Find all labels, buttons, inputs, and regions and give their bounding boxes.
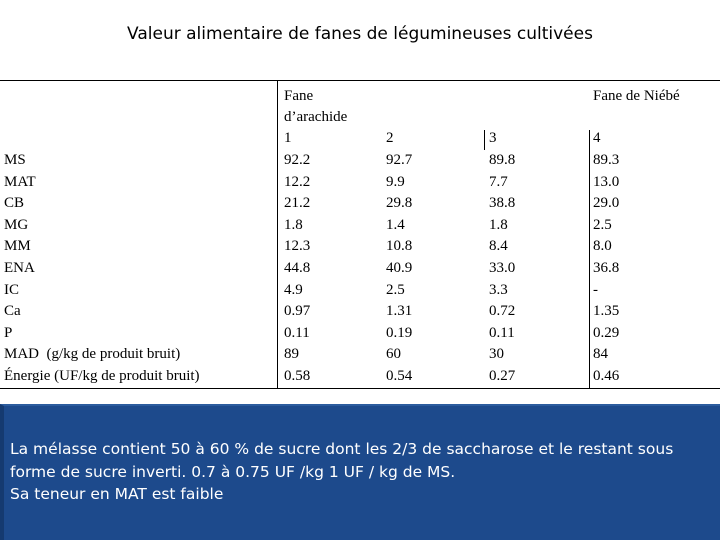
table-cell: 44.8 <box>284 259 311 276</box>
note-box <box>0 404 720 540</box>
table-cell: 30 <box>489 346 504 363</box>
table-cell: 0.11 <box>284 324 310 341</box>
table-cell: 8.4 <box>489 238 508 255</box>
table-cell: 40.9 <box>386 259 413 276</box>
table-cell: 1.35 <box>593 303 620 320</box>
table-cell: 89.3 <box>593 152 620 168</box>
row-label-energie: Énergie (UF/kg de produit bruit) <box>4 367 200 384</box>
table-cell: 0.27 <box>489 367 516 384</box>
column-number-1: 1 <box>284 130 292 146</box>
table-cell: 60 <box>386 346 401 363</box>
column-1-values <box>284 150 310 388</box>
column-2-values <box>386 150 412 388</box>
table-cell: 4.9 <box>284 281 303 298</box>
table-top-rule <box>0 80 720 81</box>
row-label-mat: MAT <box>4 173 36 190</box>
column-number-2: 2 <box>386 130 394 146</box>
table-cell: 0.11 <box>489 324 515 341</box>
table-cell: 0.46 <box>593 367 620 384</box>
note-line-2: forme de sucre inverti. 0.7 à 0.75 UF /kg 1 UF / kg de MS. <box>10 462 456 481</box>
note-text <box>10 438 720 506</box>
table-cell: 12.3 <box>284 238 311 255</box>
row-label-p: P <box>4 324 13 341</box>
column-3-values <box>489 150 515 388</box>
table-cell: 9.9 <box>386 173 405 190</box>
table-cell: 38.8 <box>489 195 516 212</box>
column-number-3: 3 <box>489 130 497 146</box>
row-label-ena: ENA <box>4 259 35 276</box>
page-title: Valeur alimentaire de fanes de légumineuses cultivées <box>127 24 593 44</box>
table-cell: 1.8 <box>284 216 303 233</box>
row-label-ca: Ca <box>4 303 21 320</box>
table-cell: 1.31 <box>386 303 413 320</box>
table-cell: 3.3 <box>489 281 508 298</box>
header-fane-niebe: Fane de Niébé <box>593 88 680 104</box>
table-cell: 92.7 <box>386 152 413 168</box>
table-cell: 21.2 <box>284 195 311 212</box>
row-label-cb: CB <box>4 195 25 212</box>
table-cell: 12.2 <box>284 173 311 190</box>
table-cell: 33.0 <box>489 259 516 276</box>
table-cell: 0.54 <box>386 367 413 384</box>
note-line-1: La mélasse contient 50 à 60 % de sucre dont les 2/3 de saccharose et le restant sous <box>10 440 674 458</box>
table-cell: 0.19 <box>386 324 413 341</box>
table-cell: 1.4 <box>386 216 405 233</box>
table-cell: 10.8 <box>386 238 413 255</box>
row-label-mg: MG <box>4 216 29 233</box>
row-label-mad: MAD (g/kg de produit bruit) <box>4 346 181 363</box>
column-4-values <box>593 150 619 388</box>
table-cell: 84 <box>593 346 608 363</box>
column-divider-3 <box>484 130 485 150</box>
row-label-mm: MM <box>4 238 31 255</box>
table-bottom-rule <box>0 388 720 389</box>
table-cell: 1.8 <box>489 216 508 233</box>
header-fane-arachide-line1: Fane <box>284 88 314 104</box>
table-cell: 29.0 <box>593 195 620 212</box>
table-cell: - <box>593 281 598 298</box>
table-cell: 0.58 <box>284 367 311 384</box>
column-divider-labels <box>277 80 278 388</box>
row-labels <box>4 150 200 388</box>
table-cell: 89 <box>284 346 299 363</box>
column-divider-4 <box>589 130 590 388</box>
table-cell: 0.97 <box>284 303 311 320</box>
table-cell: 2.5 <box>593 216 612 233</box>
table-cell: 13.0 <box>593 173 620 190</box>
table-cell: 36.8 <box>593 259 620 276</box>
table-cell: 29.8 <box>386 195 413 212</box>
table-cell: 0.29 <box>593 324 620 341</box>
row-label-ms: MS <box>4 152 26 168</box>
note-line-3: Sa teneur en MAT est faible <box>10 485 224 503</box>
header-fane-arachide-line2: d’arachide <box>284 109 348 125</box>
table-cell: 0.72 <box>489 303 516 320</box>
row-label-ic: IC <box>4 281 19 298</box>
table-cell: 92.2 <box>284 152 311 168</box>
column-number-4: 4 <box>593 130 601 146</box>
table-cell: 2.5 <box>386 281 405 298</box>
table-cell: 8.0 <box>593 238 612 255</box>
table-cell: 7.7 <box>489 173 508 190</box>
table-cell: 89.8 <box>489 152 516 168</box>
